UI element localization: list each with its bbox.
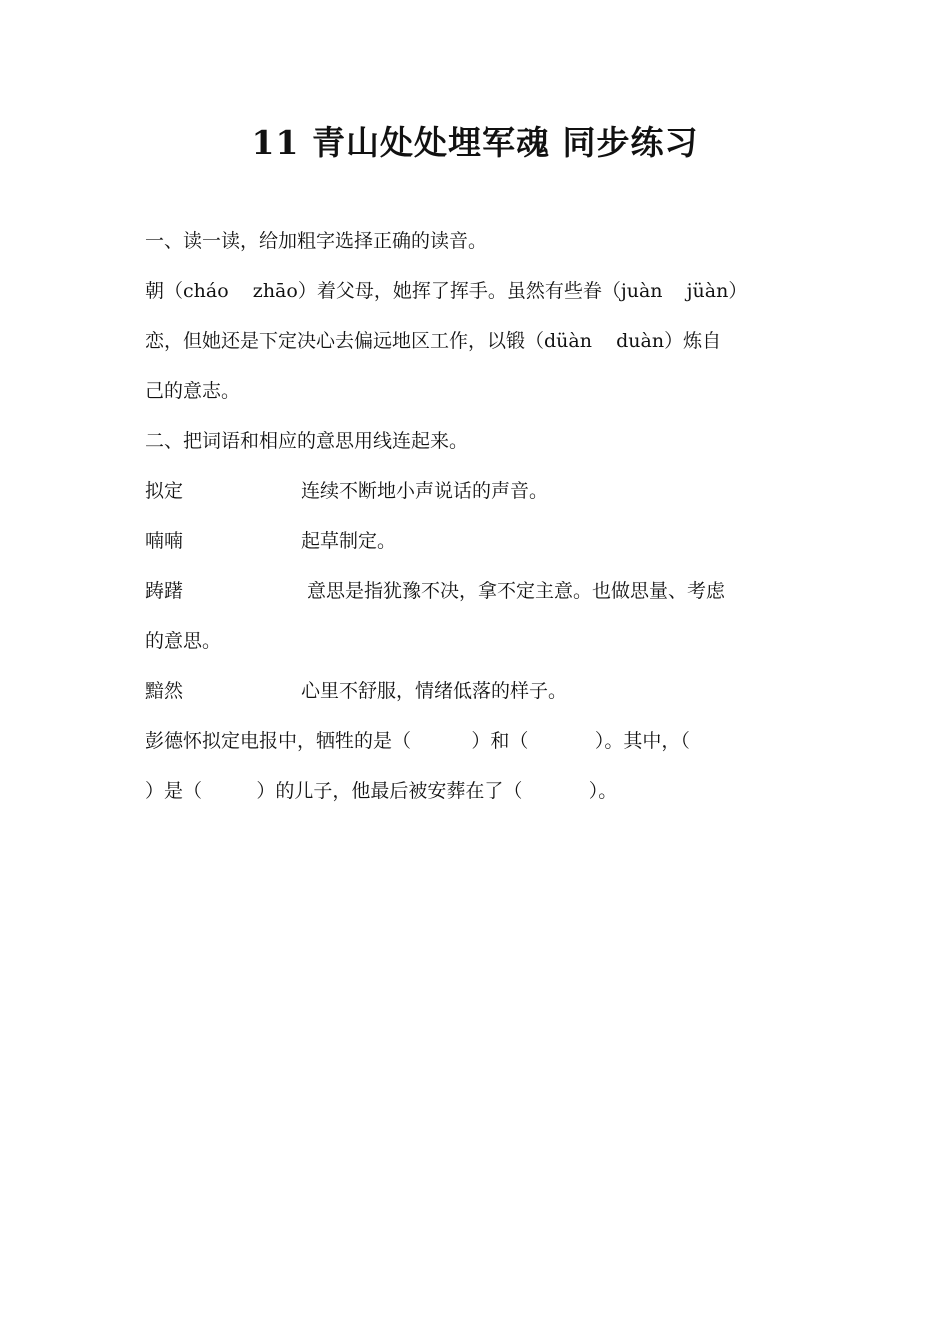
match-word-2: 喃喃: [145, 530, 184, 552]
match-meaning-3-continuation: 的意思。: [145, 630, 222, 652]
page-title: 11 青山处处埋军魂 同步练习: [251, 123, 699, 162]
match-meaning-3: 意思是指犹豫不决，拿不定主意。也做思量、考虑: [301, 580, 726, 602]
match-word-3: 踌躇: [145, 580, 184, 602]
section2-heading: 二、把词语和相应的意思用线连起来。: [145, 430, 469, 452]
match-meaning-2: 起草制定。: [301, 530, 397, 552]
match-meaning-4: 心里不舒服，情绪低落的样子。: [301, 680, 568, 702]
section1-line-3: 己的意志。: [145, 380, 241, 402]
fill-blank-line-2: ）是（ ）的儿子，他最后被安葬在了（ ）。: [145, 780, 618, 802]
match-word-4: 黯然: [145, 680, 184, 702]
section1-heading: 一、读一读，给加粗字选择正确的读音。: [145, 230, 488, 252]
section1-line-2: 恋，但她还是下定决心去偏远地区工作，以锻（düàn duàn）炼自: [145, 330, 722, 352]
match-meaning-1: 连续不断地小声说话的声音。: [301, 480, 549, 502]
match-word-1: 拟定: [145, 480, 184, 502]
fill-blank-line-1: 彭德怀拟定电报中，牺牲的是（ ）和（ ）。其中，（: [145, 730, 690, 752]
section1-line-1: 朝（cháo zhāo）着父母，她挥了挥手。虽然有些眷（juàn jüàn）: [145, 280, 748, 302]
